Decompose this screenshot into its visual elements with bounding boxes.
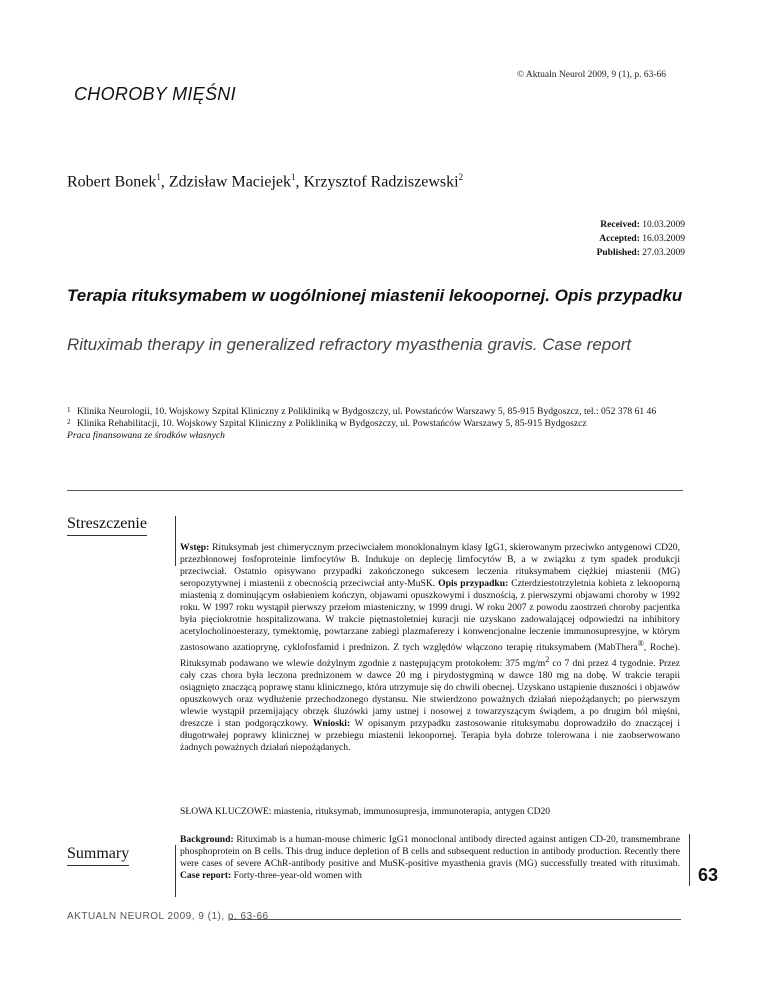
divider [67,490,683,491]
affiliations [67,406,707,442]
title-english: Rituximab therapy in generalized refractory myasthenia gravis. Case report [67,335,632,354]
author-separator: , [295,173,304,191]
affiliation-mark: 2 [67,418,71,426]
background-label: Background: [180,834,234,845]
accepted-label: Accepted: [599,234,640,244]
published-label: Published: [596,248,640,258]
title-polish: Terapia rituksymabem w uogólnionej miastenii lekoopornej. Opis przypadku [67,286,683,305]
abstract-english [180,834,680,882]
author-list [67,172,463,191]
squared-mark: 2 [545,655,550,665]
author-affiliation-mark: 1 [156,172,161,182]
conclusions-label: Wnioski: [312,718,351,730]
accepted-date [597,232,685,246]
conclusions-text: W opisanym przypadku zastosowanie rituksymabu doprowadziło do znaczącej i długotrwałej poprawy klinicznej w przebiegu miastenii lekoopornej. Terapia była dobrze tolerowana i nie zaobserwowano żadnych poważnych działań niepożądanych. [180,718,680,754]
page-number: 63 [698,865,719,885]
publication-dates [597,218,685,260]
section-rule [175,845,176,897]
received-date [597,218,685,232]
affiliation-text: Klinika Rehabilitacji, 10. Wojskowy Szpital Kliniczny z Polikliniką w Bydgoszczy, ul. Powstańców Warszawy 5, 85-915 Bydgoszcz [77,418,587,429]
affiliation-2 [67,418,707,430]
case-report-label: Case report: [180,870,232,881]
received-value: 10.03.2009 [642,220,685,230]
intro-label: Wstęp: [180,542,210,553]
intro-text: Rituksymab jest chimerycznym przeciwciałem monoklonalnym klasy IgG1, skierowanym przeciwko antygenowi CD20, przezbłonowej fosfoproteinie limfocytów B. Indukuje on deplecję limfocytów B, a w związku z tym spadek produkcji przeciwciał. Ostatnio opisywano przypadki zakończonego sukcesem leczenia rituksymabem ciężkiej miastenii (MG) seropozytywnej i miastenii z obecnością przeciwciał anty-MuSK. [180,542,680,589]
case-text-tail: co 7 dni przez 4 tygodnie. Przez cały czas chora była leczona prednizonem w dawce 20 mg i pirydostygminą w dawce 180 mg na dobę. W trakcie terapii osiągnięto znaczącą poprawę stanu klinicznego, która utrzymuje się do chwili obecnej. Uzyskano ustąpienie duszności i objawów opuszkowych oraz wydłużenie przechodzonego dystansu. Nie stwierdzono poważnych działań niepożądanych; po pierwszym wlewie wystąpił przemijający obrzęk śluzówki jamy ustnej i nosowej z towarzyszącym świądem, a po drugim ból mięśni, dreszcze i stan podgorączkowy. [180,658,680,730]
page-edge-rule [689,834,690,886]
running-footer: AKTUALN NEUROL 2009, 9 (1), p. 63-66 [67,911,269,922]
summary-heading: Summary [67,845,130,862]
affiliation-mark: 1 [67,406,71,414]
affiliation-1 [67,406,707,418]
footer-rule [230,919,681,920]
case-text: Czterdziestotrzyletnia kobieta z lekooporną miastenią z dominującym osłabieniem kończyn, objawami opuszkowymi i dusznością, z pierwszymi objawami choroby w 1992 roku. W 1997 roku wystąpił pierwszy przełom miasteniczny, w 1999 drugi. W roku 2007 z powodu zaostrzeń choroby pacjentka była pięciokrotnie hospitalizowana. W trakcie piętnastoletniej kuracji nie uzyskano zadowalającej odpowiedzi na inhibitory acetylocholinoesterazy, tymektomię, powtarzane zabiegi plazmaferezy i konwencjonalne leczenie immunosupresyjne, w którym zastosowano azatioprynę, cyklofosfamid i prednizon. Z tych względów włączono terapię rituksymabem (MabThera [180,578,680,654]
journal-citation: © Aktualn Neurol 2009, 9 (1), p. 63-66 [516,70,666,80]
author-affiliation-mark: 1 [291,172,296,182]
author-name: Krzysztof Radziszewski [303,173,459,191]
registered-mark: ® [637,639,644,648]
background-text: Rituximab is a human-mouse chimeric IgG1 monoclonal antibody directed against antigen CD-20, transmembrane phosphoprotein on B cells. This drug induce depletion of B cells and subsequent reduction in antibody production. Recently there were cases of severe AChR-antibody positive and MuSK-positive myasthenia gravis (MG) successfully treated with rituximab. [180,834,680,869]
accepted-value: 16.03.2009 [642,234,685,244]
case-label: Opis przypadku: [438,578,509,589]
keywords: SŁOWA KLUCZOWE: miastenia, rituksymab, immunosupresja, immunoterapia, antygen CD20 [180,806,551,817]
section-rule [175,516,176,566]
published-date [597,246,685,260]
section-heading: CHOROBY MIĘŚNI [74,84,236,104]
published-value: 27.03.2009 [642,248,685,258]
streszczenie-heading: Streszczenie [67,515,147,532]
author-name: Robert Bonek [67,173,157,191]
received-label: Received: [600,220,640,230]
case-report-text: Forty-three-year-old women with [231,870,362,881]
abstract-polish [180,542,680,754]
author-name: Zdzisław Maciejek [168,173,291,191]
case-text-cont: , Roche). Rituksymab podawano we wlewie dożylnym zgodnie z następującym protokołem: 375 mg/m [180,642,681,670]
author-separator: , [160,173,169,191]
affiliation-text: Klinika Neurologii, 10. Wojskowy Szpital Kliniczny z Polikliniką w Bydgoszczy, ul. Powstańców Warszawy 5, 85-915 Bydgoszcz, tel.: 052 378 61 46 [77,406,657,417]
author-affiliation-mark: 2 [458,172,464,182]
funding-note: Praca finansowana ze środków własnych [67,430,225,441]
